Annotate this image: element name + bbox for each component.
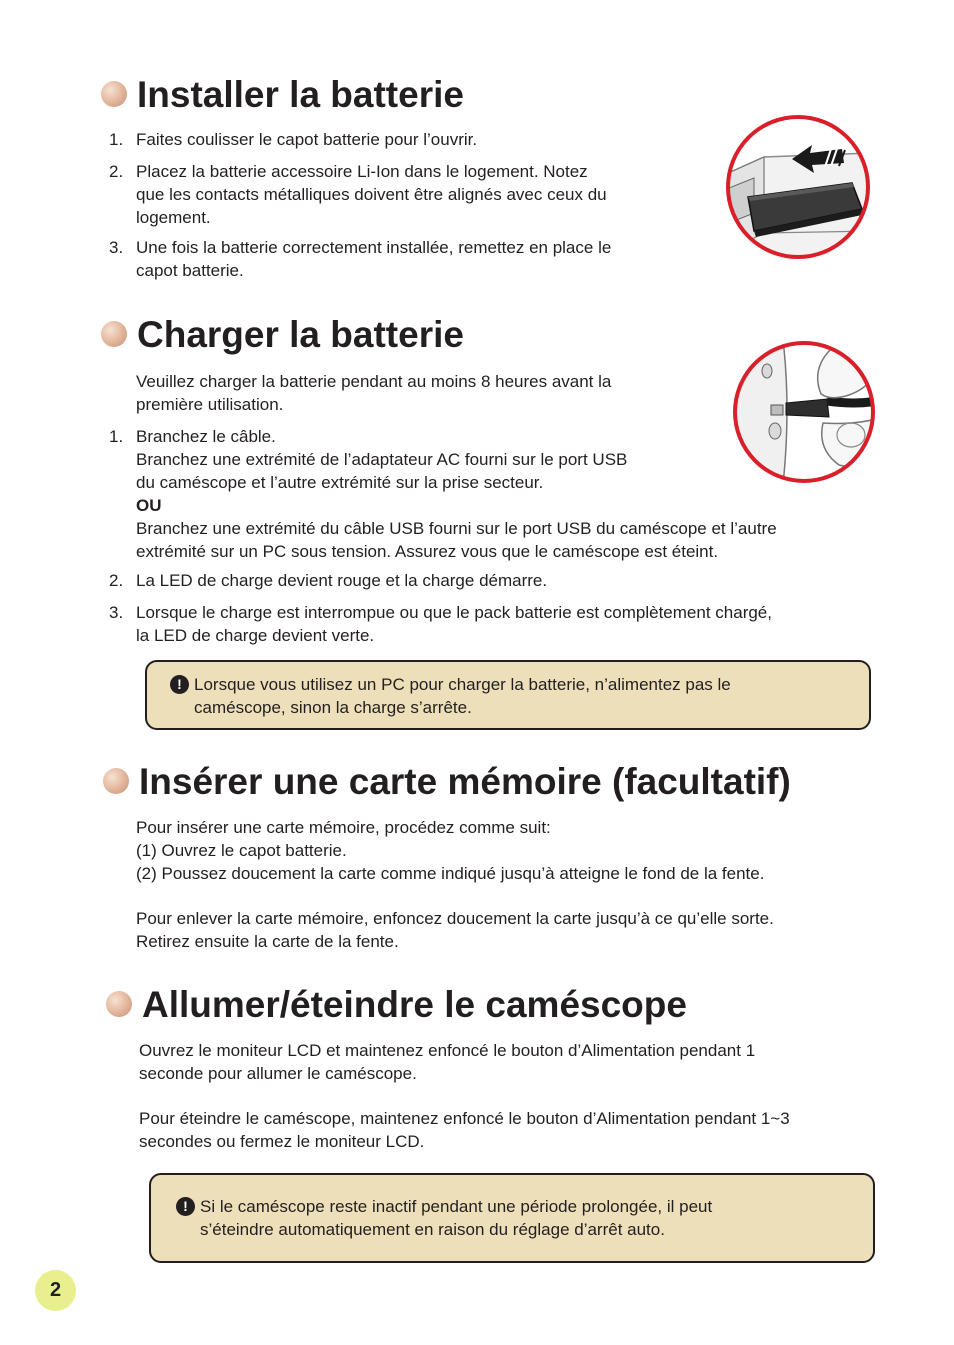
text-line: Lorsque vous utilisez un PC pour charger la batterie, n’alimentez pas le [194,675,731,694]
text-line: Branchez le câble. [136,427,276,446]
text-line: Veuillez charger la batterie pendant au moins 8 heures avant la [136,372,612,391]
text-line: seconde pour allumer le caméscope. [139,1064,417,1083]
text-line: capot batterie. [136,261,244,280]
text-line: la LED de charge devient verte. [136,626,375,645]
text-line: Une fois la batterie correctement installée, remettez en place le [136,238,612,257]
text-line: que les contacts métalliques doivent être alignés avec ceux du [136,185,607,204]
step-number: 3. [109,238,124,257]
section-bullet-icon [101,321,127,347]
text-line: La LED de charge devient rouge et la charge démarre. [136,571,548,590]
step-number: 1. [109,427,124,446]
heading-install-battery: Installer la batterie [137,74,464,115]
charge-step-1 [136,425,777,563]
heading-charge-battery: Charger la batterie [137,314,464,355]
warning-icon: ! [176,1197,195,1216]
or-label: OU [136,496,162,515]
step-number: 1. [109,130,124,149]
text-line: Branchez une extrémité du câble USB fourni sur le port USB du caméscope et l’autre [136,519,777,538]
section-bullet-icon [103,768,129,794]
step-number: 2. [109,571,124,590]
power-off-text [139,1107,790,1153]
usb-cable-illustration [731,339,877,485]
charge-step-2 [136,569,547,592]
text-line: Pour éteindre le caméscope, maintenez enfoncé le bouton d’Alimentation pendant 1~3 [139,1109,790,1128]
text-line: (2) Poussez doucement la carte comme indiqué jusqu’à atteigne le fond de la fente. [136,864,765,883]
section-bullet-icon [101,81,127,107]
section-bullet-icon [106,991,132,1017]
note-box-auto-off [149,1173,875,1263]
install-step-3 [136,236,611,282]
note-text [200,1195,712,1241]
text-line: Faites coulisser le capot batterie pour l’ouvrir. [136,130,478,149]
heading-insert-memory-card: Insérer une carte mémoire (facultatif) [139,761,791,802]
heading-power-on-off: Allumer/éteindre le caméscope [142,984,687,1025]
text-line: Placez la batterie accessoire Li-Ion dans le logement. Notez [136,162,588,181]
text-line: Si le caméscope reste inactif pendant une période prolongée, il peut [200,1197,713,1216]
text-line: Pour enlever la carte mémoire, enfoncez doucement la carte jusqu’à ce qu’elle sorte. [136,909,774,928]
step-number: 2. [109,162,124,181]
text-line: logement. [136,208,211,227]
text-line: Ouvrez le moniteur LCD et maintenez enfoncé le bouton d’Alimentation pendant 1 [139,1041,756,1060]
text-line: Lorsque le charge est interrompue ou que le pack batterie est complètement chargé, [136,603,772,622]
charge-intro [136,370,611,416]
step-number: 3. [109,603,124,622]
text-line: (1) Ouvrez le capot batterie. [136,841,347,860]
install-step-2 [136,160,607,229]
text-line: caméscope, sinon la charge s’arrête. [194,698,472,717]
memory-instructions [136,816,764,885]
power-on-text [139,1039,755,1085]
warning-icon: ! [170,675,189,694]
text-line: extrémité sur un PC sous tension. Assurez vous que le caméscope est éteint. [136,542,719,561]
text-line: Pour insérer une carte mémoire, procédez comme suit: [136,818,551,837]
text-line: s’éteindre automatiquement en raison du réglage d’arrêt auto. [200,1220,665,1239]
battery-insert-illustration [724,113,872,261]
memory-removal [136,907,774,953]
text-line: secondes ou fermez le moniteur LCD. [139,1132,425,1151]
note-box-charging [145,660,871,730]
text-line: du caméscope et l’autre extrémité sur la prise secteur. [136,473,544,492]
text-line: première utilisation. [136,395,284,414]
charge-step-3 [136,601,772,647]
note-text [194,673,731,719]
install-step-1 [136,128,477,151]
page-number-badge: 2 [35,1270,76,1311]
text-line: Retirez ensuite la carte de la fente. [136,932,399,951]
text-line: Branchez une extrémité de l’adaptateur AC fourni sur le port USB [136,450,628,469]
